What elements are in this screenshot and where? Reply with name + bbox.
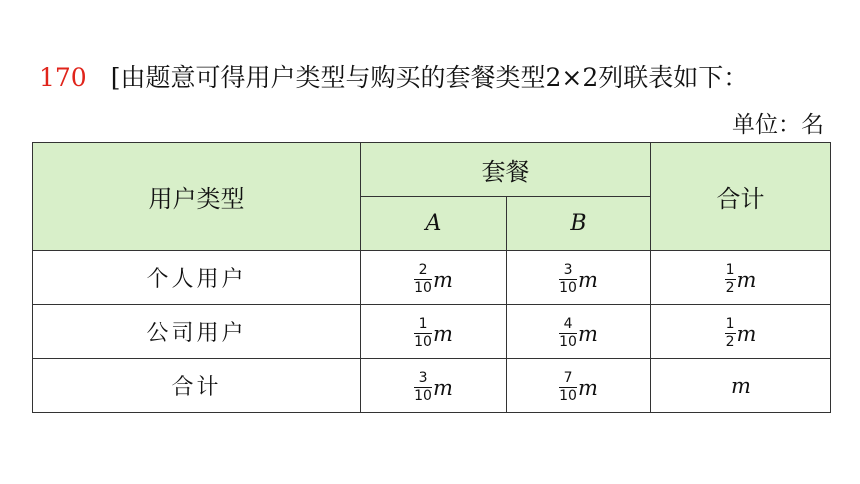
table-row <box>33 305 831 359</box>
unit-label: 单位：名 <box>732 112 824 138</box>
cell-value: $\frac{4}{10}$ m <box>507 305 651 359</box>
row-label: 公司用户 <box>33 305 361 359</box>
row-label: 合计 <box>33 359 361 413</box>
problem-heading <box>39 58 748 94</box>
header-package-b: B <box>507 197 651 251</box>
fraction: $\frac{1}{10}$ <box>414 316 432 350</box>
fraction: $\frac{3}{10}$ <box>559 262 577 296</box>
header-total: 合计 <box>651 143 831 251</box>
cell-value: $\frac{2}{10}$ m <box>361 251 507 305</box>
fraction: $\frac{1}{2}$ <box>725 316 735 350</box>
fraction: $\frac{1}{2}$ <box>725 262 735 296</box>
cell-value: $\frac{3}{10}$ m <box>361 359 507 413</box>
contingency-table <box>32 142 831 413</box>
problem-number: 170 <box>39 63 87 92</box>
cell-value: $\frac{7}{10}$ m <box>507 359 651 413</box>
table-row <box>33 359 831 413</box>
grand-total: m <box>731 373 751 398</box>
fraction: $\frac{3}{10}$ <box>414 370 432 404</box>
cell-value: $\frac{1}{10}$ m <box>361 305 507 359</box>
fraction: $\frac{4}{10}$ <box>559 316 577 350</box>
cell-total <box>651 359 831 413</box>
fraction: $\frac{2}{10}$ <box>414 262 432 296</box>
cell-total: $\frac{1}{2}$ m <box>651 305 831 359</box>
cell-value: $\frac{3}{10}$ m <box>507 251 651 305</box>
row-label: 个人用户 <box>33 251 361 305</box>
cell-total: $\frac{1}{2}$ m <box>651 251 831 305</box>
fraction: $\frac{7}{10}$ <box>559 370 577 404</box>
table-row <box>33 251 831 305</box>
header-user-type: 用户类型 <box>33 143 361 251</box>
problem-text: [由题意可得用户类型与购买的套餐类型2×2列联表如下： <box>110 63 749 92</box>
header-package-a: A <box>361 197 507 251</box>
header-package: 套餐 <box>361 143 651 197</box>
